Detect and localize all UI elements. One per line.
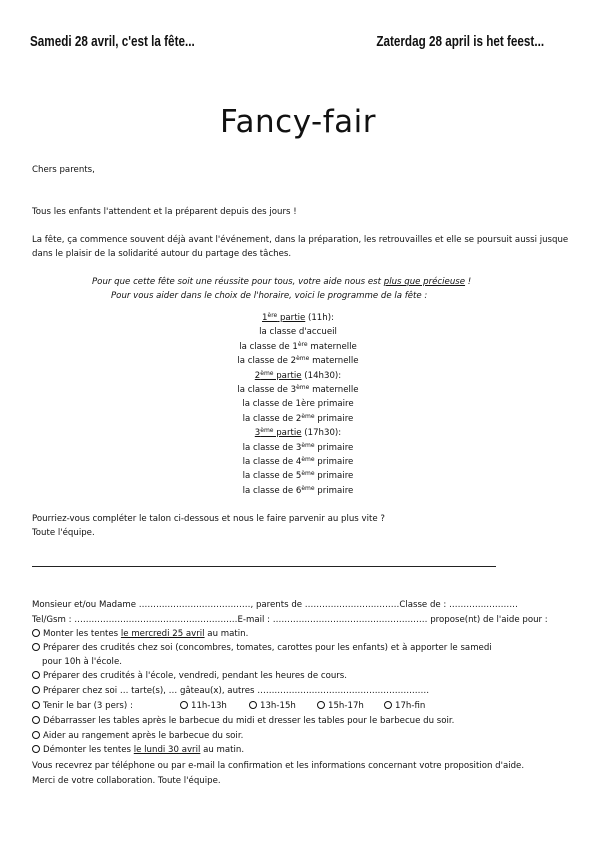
program-class-item: la classe de 5ème primaire	[242, 470, 354, 482]
option-prepare-crudites-school[interactable]: Préparer des crudités à l'école, vendredi, pendant les heures de cours.	[32, 671, 347, 682]
option-bake-at-home[interactable]: Préparer chez soi … tarte(s), … gâteau(x), autres ……………………………………………………	[32, 686, 429, 697]
program-class-item: la classe de 1ère primaire	[242, 399, 354, 410]
program-class-item: la classe de 3ème maternelle	[237, 384, 359, 395]
program-class-item: la classe de 2ème primaire	[242, 412, 354, 424]
option-bar[interactable]: Tenir le bar (3 pers) :	[32, 701, 133, 712]
program-part-heading: 2ème partie (14h30):	[254, 369, 342, 381]
bar-slot-1[interactable]: 11h-13h	[180, 701, 227, 712]
option-clear-tables[interactable]: Débarrasser les tables après le barbecue du midi et dresser les tables pour le barbecue du soir.	[32, 716, 454, 727]
slot-checkbox-icon[interactable]	[384, 701, 392, 709]
slot-checkbox-icon[interactable]	[180, 701, 188, 709]
page-title: Fancy-fair	[220, 104, 376, 140]
program-part-heading: 3ème partie (17h30):	[254, 427, 342, 439]
form-line-parents[interactable]: Monsieur et/ou Madame …………………………………, parents de ……………………………Classe de : ……………………	[32, 600, 518, 610]
form-line-contact[interactable]: Tel/Gsm : …………………………………………………E-mail : ……………………………………………… propose(nt) de l'aide pour :	[32, 615, 548, 625]
call-to-action-1: Pour que cette fête soit une réussite pour tous, votre aide nous est plus que précieuse !	[92, 277, 472, 287]
option-tidy-up[interactable]: Aider au rangement après le barbecue du soir.	[32, 731, 243, 742]
slot-checkbox-icon[interactable]	[317, 701, 325, 709]
thanks-note: Merci de votre collaboration. Toute l'équipe.	[32, 776, 221, 786]
program-class-item: la classe de 2ème maternelle	[237, 355, 359, 367]
option-dismantle-tents[interactable]: Démonter les tentes le lundi 30 avril au matin.	[32, 745, 244, 756]
bar-slot-2[interactable]: 13h-15h	[249, 701, 296, 712]
option-checkbox-icon[interactable]	[32, 643, 40, 651]
header-left-text: Samedi 28 avril, c'est la fête...	[30, 33, 195, 50]
program-class-item: la classe de 6ème primaire	[242, 484, 354, 496]
option-checkbox-icon[interactable]	[32, 731, 40, 739]
program-class-item: la classe de 3ème primaire	[242, 441, 354, 453]
closing-signature: Toute l'équipe.	[32, 528, 95, 538]
program-class-item: la classe de 1ère maternelle	[239, 340, 357, 352]
program-class-item: la classe de 4ème primaire	[242, 456, 354, 467]
bar-slot-4[interactable]: 17h-fin	[384, 701, 425, 712]
cut-line	[32, 566, 496, 567]
intro-paragraph-2b: dans le plaisir de la solidarité autour du partage des tâches.	[32, 249, 292, 259]
intro-paragraph-1: Tous les enfants l'attendent et la préparent depuis des jours !	[32, 207, 297, 217]
option-checkbox-icon[interactable]	[32, 686, 40, 694]
option-checkbox-icon[interactable]	[32, 745, 40, 753]
option-checkbox-icon[interactable]	[32, 671, 40, 679]
bar-slot-3[interactable]: 15h-17h	[317, 701, 364, 712]
option-checkbox-icon[interactable]	[32, 716, 40, 724]
option-checkbox-icon[interactable]	[32, 701, 40, 709]
greeting: Chers parents,	[32, 165, 95, 175]
intro-paragraph-2a: La fête, ça commence souvent déjà avant l'événement, dans la préparation, les retrouvailles et elle se poursuit aussi jusque	[32, 235, 569, 245]
option-mount-tents[interactable]: Monter les tentes le mercredi 25 avril au matin.	[32, 629, 248, 640]
slot-checkbox-icon[interactable]	[249, 701, 257, 709]
option-prepare-crudites-home[interactable]: Préparer des crudités chez soi (concombres, tomates, carottes pour les enfants) et à apporter le samedi	[32, 643, 492, 654]
option-prepare-crudites-home-continued: pour 10h à l'école.	[42, 657, 122, 667]
closing-request: Pourriez-vous compléter le talon ci-dessous et nous le faire parvenir au plus vite ?	[32, 514, 385, 524]
program-class-item: la classe d'accueil	[259, 327, 337, 338]
confirmation-note: Vous recevrez par téléphone ou par e-mail la confirmation et les informations concernant votre proposition d'aide.	[32, 761, 525, 771]
header-right-text: Zaterdag 28 april is het feest...	[376, 33, 544, 50]
program-part-heading: 1ère partie (11h):	[262, 312, 334, 323]
option-checkbox-icon[interactable]	[32, 629, 40, 637]
call-to-action-2: Pour vous aider dans le choix de l'horaire, voici le programme de la fête :	[111, 291, 428, 301]
